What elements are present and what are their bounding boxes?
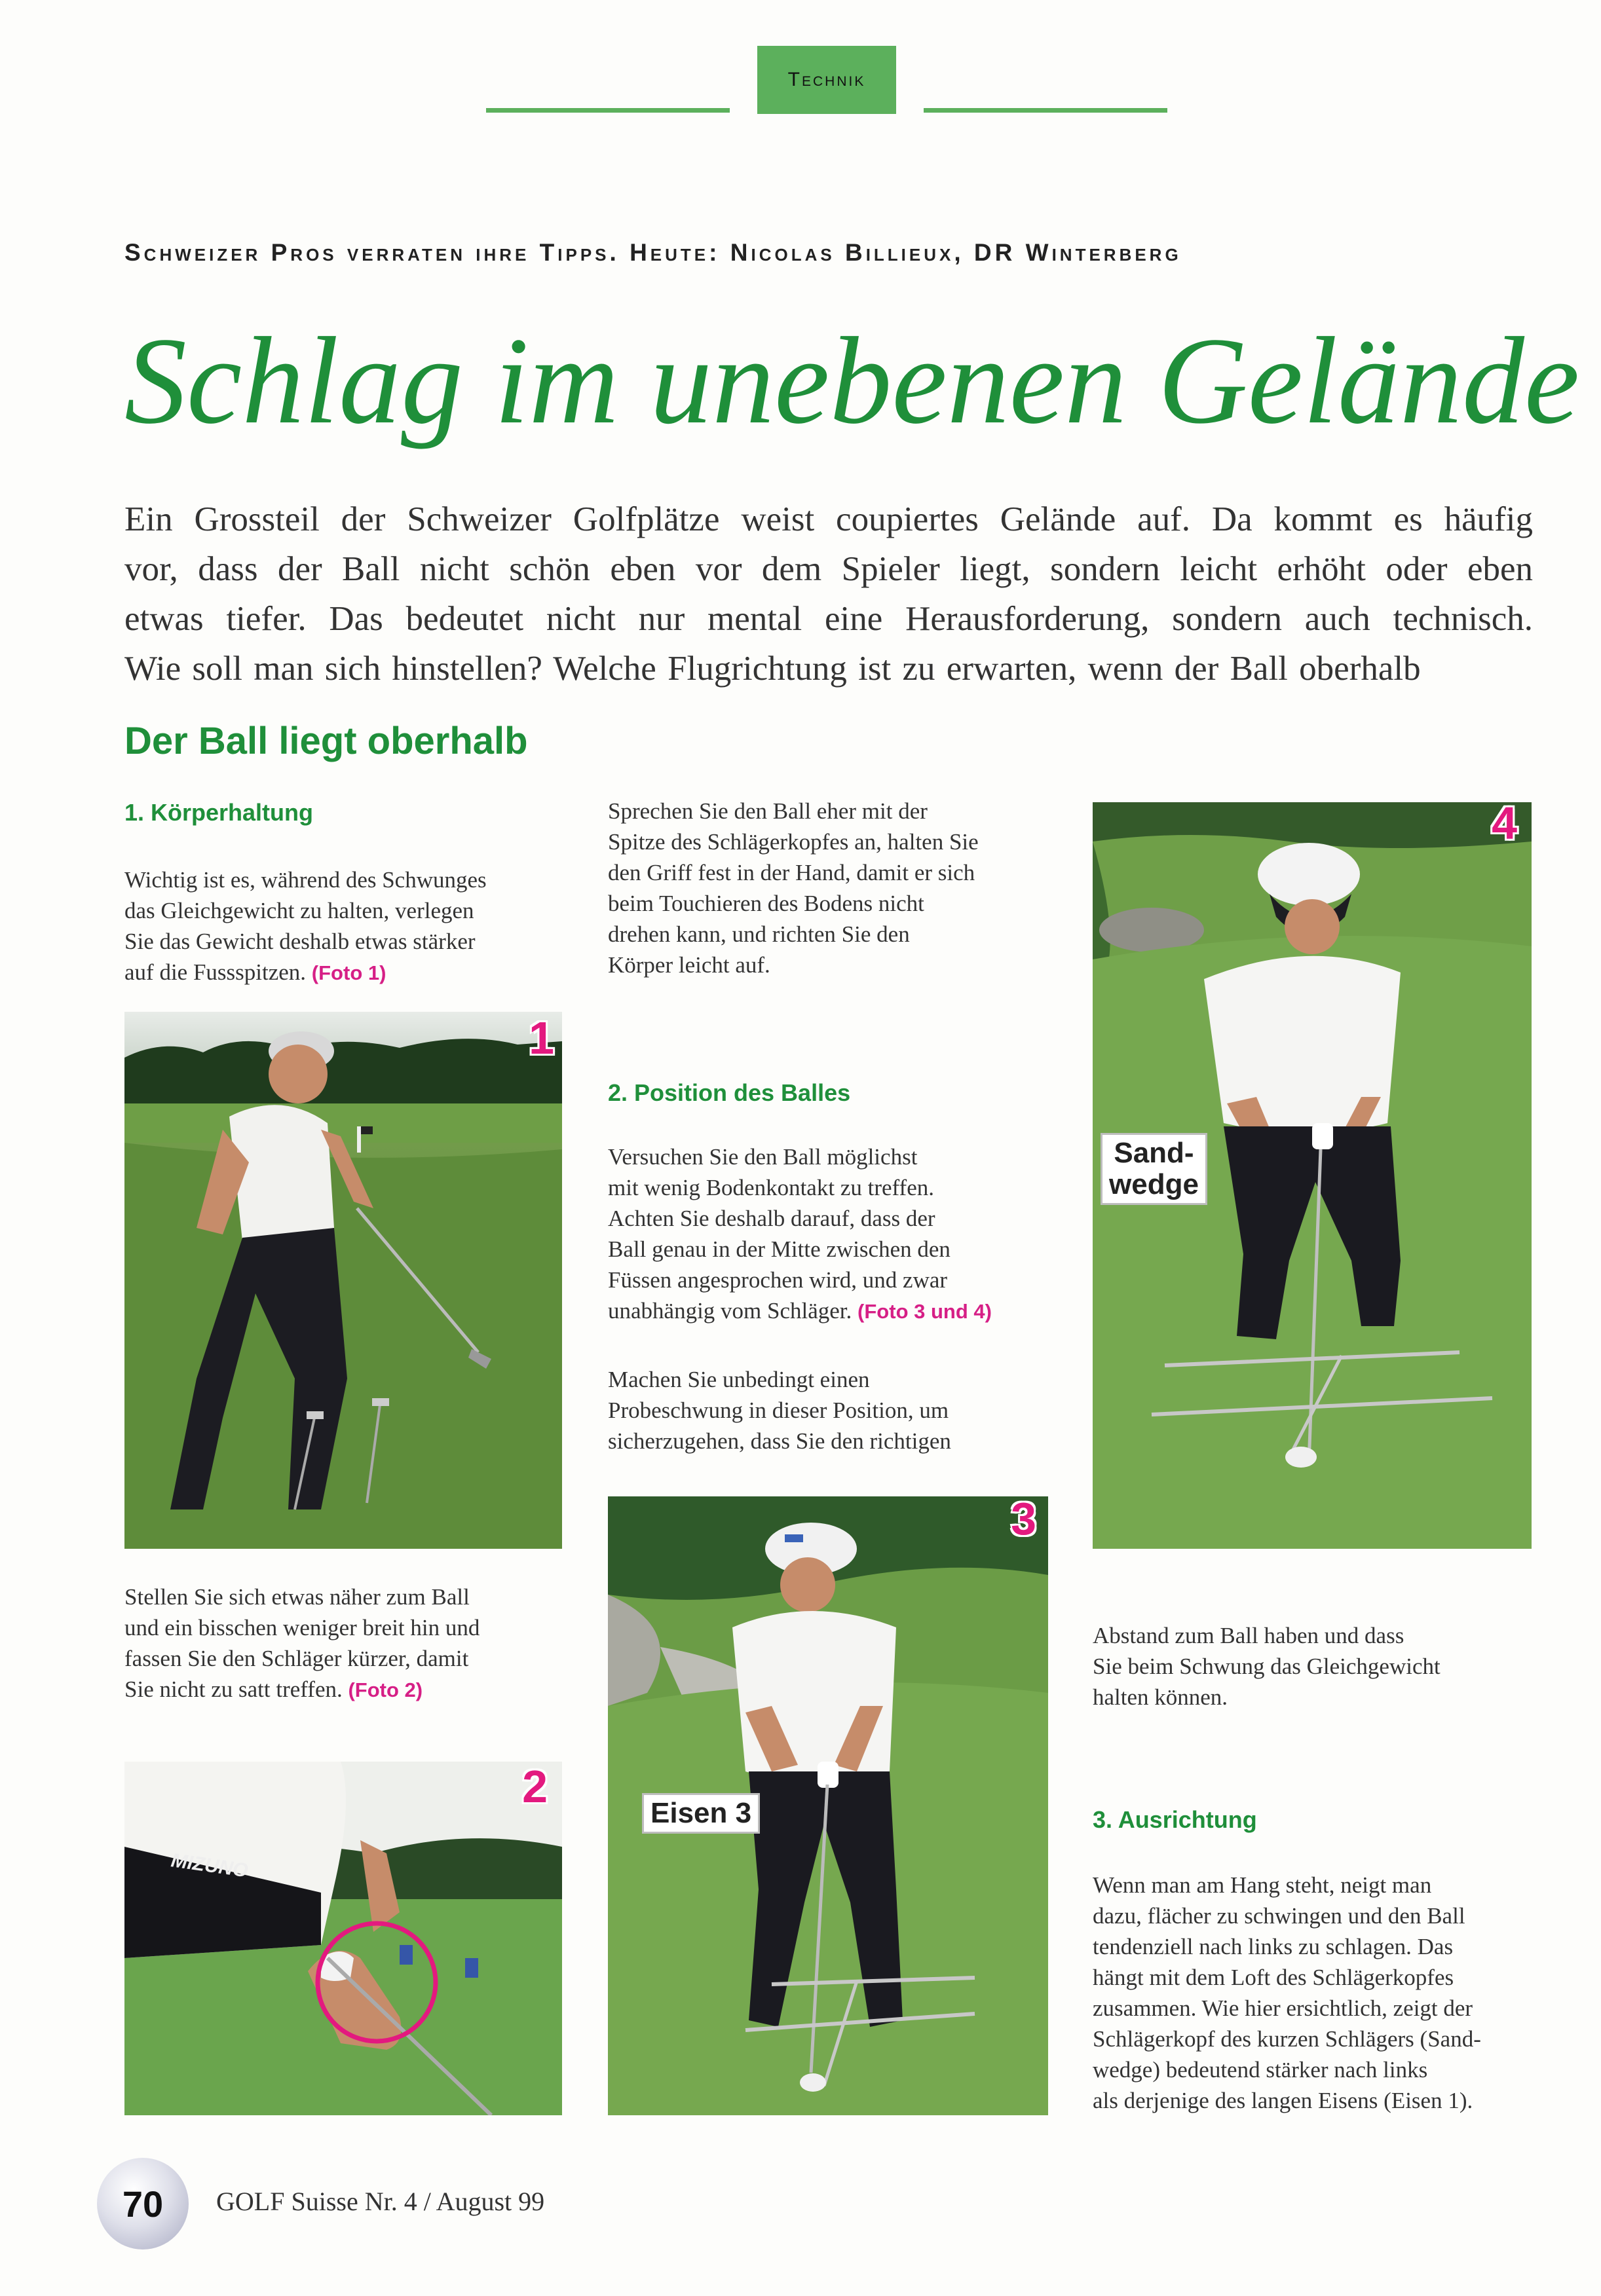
text-line: Ball genau in der Mitte zwischen den — [608, 1236, 951, 1262]
section3-para — [1093, 1870, 1538, 2116]
club-label-line: Sand- — [1114, 1137, 1194, 1169]
section2-heading: 2. Position des Balles — [608, 1079, 851, 1106]
col2-intro — [608, 796, 1066, 980]
text-line: Stellen Sie sich etwas näher zum Ball — [124, 1584, 470, 1610]
text-line: Sie nicht zu satt treffen. — [124, 1676, 343, 1702]
section-tab: Technik — [757, 46, 896, 114]
section2-para1 — [608, 1141, 1066, 1327]
text-line: den Griff fest in der Hand, damit er sich — [608, 860, 975, 885]
header-rule-left — [486, 108, 730, 113]
text-line: Probeschwung in dieser Position, um — [608, 1398, 949, 1423]
section3-heading: 3. Ausrichtung — [1093, 1806, 1257, 1833]
text-line: hängt mit dem Loft des Schlägerkopfes — [1093, 1965, 1454, 1990]
club-label: Eisen 3 — [642, 1793, 760, 1834]
text-line: halten können. — [1093, 1684, 1228, 1710]
text-line: und ein bisschen weniger breit hin und — [124, 1615, 480, 1640]
photo-3 — [608, 1496, 1048, 2115]
photo-1 — [124, 1012, 562, 1549]
publication-info: GOLF Suisse Nr. 4 / August 99 — [216, 2187, 545, 2216]
text-line: unabhängig vom Schläger. — [608, 1298, 852, 1324]
text-line: Wichtig ist es, während des Schwunges — [124, 867, 487, 893]
text-line: tendenziell nach links zu schlagen. Das — [1093, 1934, 1454, 1959]
photo-reference: (Foto 2) — [348, 1678, 423, 1701]
article-title: Schlag im unebenen Gelände — [124, 312, 1580, 450]
text-line: Abstand zum Ball haben und dass — [1093, 1623, 1404, 1648]
section1-para2 — [124, 1582, 570, 1705]
photo-number: 2 — [522, 1762, 548, 1812]
lead-line: Ein Grossteil der Schweizer Golfplätze weist coupiertes Gelände auf. Da kommt es häufig — [124, 500, 1533, 538]
text-line: dazu, flächer zu schwingen und den Ball — [1093, 1903, 1465, 1929]
header-rule-right — [924, 108, 1167, 113]
text-line: Schlägerkopf des kurzen Schlägers (Sand- — [1093, 2026, 1481, 2052]
text-line: Spitze des Schlägerkopfes an, halten Sie — [608, 829, 979, 855]
photo-4 — [1093, 802, 1532, 1549]
text-line: mit wenig Bodenkontakt zu treffen. — [608, 1175, 934, 1200]
photo-reference: (Foto 1) — [311, 961, 386, 984]
text-line: sicherzugehen, dass Sie den richtigen — [608, 1428, 951, 1454]
text-line: das Gleichgewicht zu halten, verlegen — [124, 898, 474, 923]
lead-line: Wie soll man sich hinstellen? Welche Flugrichtung ist zu erwarten, wenn der Ball oberhalb — [124, 650, 1421, 688]
section1-heading: 1. Körperhaltung — [124, 799, 314, 826]
page-number: 70 — [122, 2183, 164, 2225]
photo-number: 4 — [1492, 802, 1517, 849]
text-line: auf die Fussspitzen. — [124, 959, 307, 985]
photo-2 — [124, 1762, 562, 2115]
text-line: Füssen angesprochen wird, und zwar — [608, 1267, 948, 1293]
club-label — [1101, 1133, 1207, 1205]
text-line: Achten Sie deshalb darauf, dass der — [608, 1206, 935, 1231]
text-line: zusammen. Wie hier ersichtlich, zeigt der — [1093, 1995, 1473, 2021]
text-line: als derjenige des langen Eisens (Eisen 1). — [1093, 2088, 1473, 2113]
text-line: beim Touchieren des Bodens nicht — [608, 891, 924, 916]
photo-reference: (Foto 3 und 4) — [857, 1300, 992, 1323]
page-number-ball — [97, 2158, 189, 2250]
text-line: drehen kann, und richten Sie den — [608, 921, 910, 947]
subheading: Der Ball liegt oberhalb — [124, 720, 528, 762]
photo-number: 3 — [1011, 1496, 1036, 1544]
brand-text: MIZUNO — [170, 1849, 250, 1882]
text-line: Wenn man am Hang steht, neigt man — [1093, 1872, 1432, 1898]
kicker: Schweizer Pros verraten ihre Tipps. Heute: Nicolas Billieux, DR Winterberg — [124, 239, 1182, 266]
lead-line: etwas tiefer. Das bedeutet nicht nur mental eine Herausforderung, sondern auch technisch. — [124, 600, 1533, 638]
col3-continuation — [1093, 1620, 1538, 1713]
text-line: Sprechen Sie den Ball eher mit der — [608, 798, 928, 824]
section1-para1 — [124, 864, 570, 988]
text-line: wedge) bedeutend stärker nach links — [1093, 2057, 1428, 2083]
section2-para2 — [608, 1364, 1066, 1456]
lead-line: vor, dass der Ball nicht schön eben vor dem Spieler liegt, sondern leicht erhöht oder eben — [124, 550, 1533, 588]
text-line: Sie beim Schwung das Gleichgewicht — [1093, 1654, 1441, 1679]
text-line: Versuchen Sie den Ball möglichst — [608, 1144, 918, 1170]
text-line: Machen Sie unbedingt einen — [608, 1367, 870, 1392]
lead-paragraph — [124, 494, 1533, 694]
club-label-line: wedge — [1109, 1168, 1199, 1200]
text-line: Sie das Gewicht deshalb etwas stärker — [124, 929, 476, 954]
text-line: fassen Sie den Schläger kürzer, damit — [124, 1646, 469, 1671]
photo-number: 1 — [529, 1012, 554, 1064]
text-line: Körper leicht auf. — [608, 952, 770, 978]
